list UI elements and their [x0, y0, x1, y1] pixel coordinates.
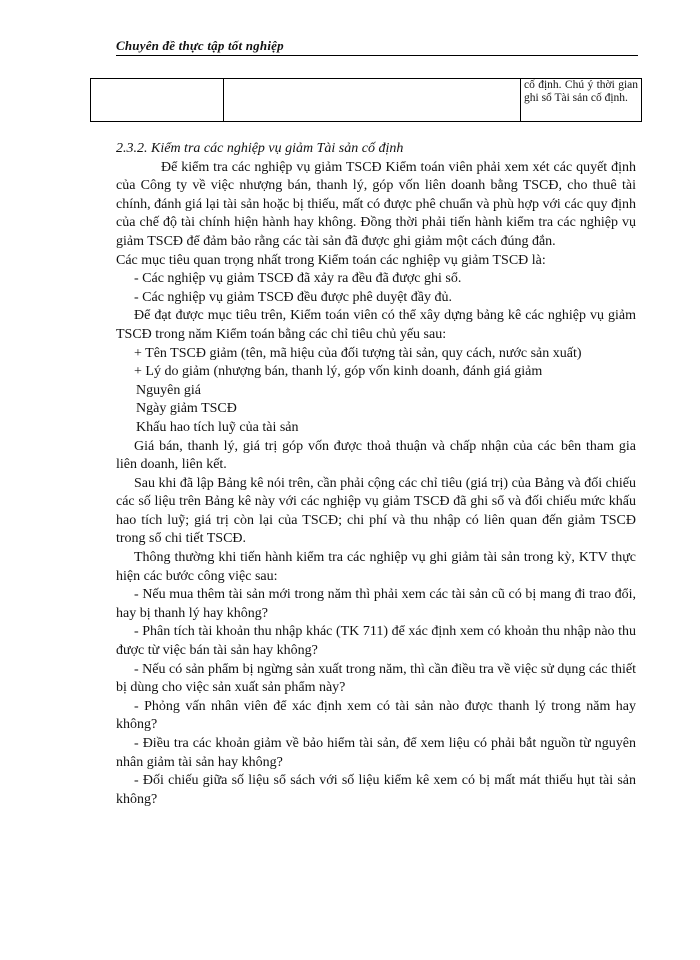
table-cell-text: cố định. Chú ý thời gian ghi sổ Tài sản cố định.: [524, 79, 638, 104]
paragraph: Để đạt được mục tiêu trên, Kiểm toán viên có thể xây dựng bảng kê các nghiệp vụ giảm TSCĐ trong năm Kiểm toán bằng các chỉ tiêu chủ yếu sau:: [116, 308, 636, 342]
paragraph: Để kiểm tra các nghiệp vụ giảm TSCĐ Kiểm toán viên phải xem xét các quyết định của Công ty về việc nhượng bán, thanh lý, góp vốn liên doanh bằng TSCĐ, cho thuê tài chính, đánh giá lại tài sản hoặc bị thiếu, mất có được phê chuẩn và phù hợp với các quy định của chế độ tài chính hiện hành hay không. Đồng thời phải tiến hành kiểm tra các nghiệp vụ giảm TSCĐ để đảm bảo rằng các tài sản đã được ghi giảm một cách đúng đắn.: [116, 159, 636, 249]
list-item: Ngày giảm TSCĐ: [136, 401, 237, 417]
list-item: - Phỏng vấn nhân viên để xác định xem có tài sản nào được thanh lý trong năm hay không?: [116, 698, 636, 733]
paragraph: Sau khi đã lập Bảng kê nói trên, cần phải cộng các chỉ tiêu (giá trị) của Bảng và đối chiếu các số liệu trên Bảng kê này với các nghiệp vụ giảm TSCĐ đã ghi sổ và đối chiếu mức khấu hao tích luỹ; giá trị còn lại của TSCĐ; chi phí và thu nhập có liên quan đến giảm TSCĐ trong sổ chi tiết TSCĐ.: [116, 475, 636, 547]
list-item: - Các nghiệp vụ giảm TSCĐ đều được phê duyệt đầy đủ.: [134, 289, 453, 305]
table-cell: [91, 79, 224, 122]
list-item: Khấu hao tích luỹ của tài sản: [136, 419, 299, 435]
list-item: - Phân tích tài khoản thu nhập khác (TK 711) để xác định xem có khoản thu nhập nào thu được từ việc bán tài sản hay không?: [116, 624, 636, 659]
section-heading: 2.3.2. Kiểm tra các nghiệp vụ giảm Tài sản cố định: [116, 141, 404, 156]
paragraph: Các mục tiêu quan trọng nhất trong Kiểm toán các nghiệp vụ giảm TSCĐ là:: [116, 252, 546, 268]
page-header: [116, 38, 638, 54]
paragraph: Thông thường khi tiến hành kiểm tra các nghiệp vụ ghi giảm tài sản trong kỳ, KTV thực hiện các bước công việc sau:: [116, 550, 636, 584]
list-item: - Điều tra các khoản giảm về bảo hiểm tài sản, để xem liệu có phải bắt nguồn từ nguyên nhân giảm tài sản hay không?: [116, 736, 636, 770]
table-cell: [521, 79, 642, 122]
table-row: [91, 79, 642, 122]
list-item: - Các nghiệp vụ giảm TSCĐ đã xảy ra đều đã được ghi sổ.: [134, 271, 462, 287]
list-item: + Lý do giảm (nhượng bán, thanh lý, góp vốn kinh doanh, đánh giá giảm: [134, 364, 543, 380]
list-item: - Nếu mua thêm tài sản mới trong năm thì phải xem các tài sản cũ có bị mang đi trao đổi, hay bị thanh lý hay không?: [116, 587, 636, 621]
document-body: [116, 140, 636, 809]
header-rule: [116, 55, 638, 56]
list-item: Nguyên giá: [136, 382, 201, 398]
header-title: Chuyên đề thực tập tốt nghiệp: [116, 38, 284, 53]
list-item: + Tên TSCĐ giảm (tên, mã hiệu của đối tượng tài sản, quy cách, nước sản xuất): [134, 345, 582, 361]
list-item: - Nếu có sản phẩm bị ngừng sản xuất trong năm, thì cần điều tra về việc sử dụng các thiết bị dùng cho việc sản xuất sản phẩm này?: [116, 661, 636, 696]
table-cell: [224, 79, 521, 122]
paragraph: Giá bán, thanh lý, giá trị góp vốn được thoả thuận và chấp nhận của các bên tham gia liên doanh, liên kết.: [116, 438, 636, 473]
continued-table: [90, 78, 642, 122]
list-item: - Đối chiếu giữa số liệu sổ sách với số liệu kiểm kê xem có bị mất mát thiếu hụt tài sản không?: [116, 773, 636, 807]
